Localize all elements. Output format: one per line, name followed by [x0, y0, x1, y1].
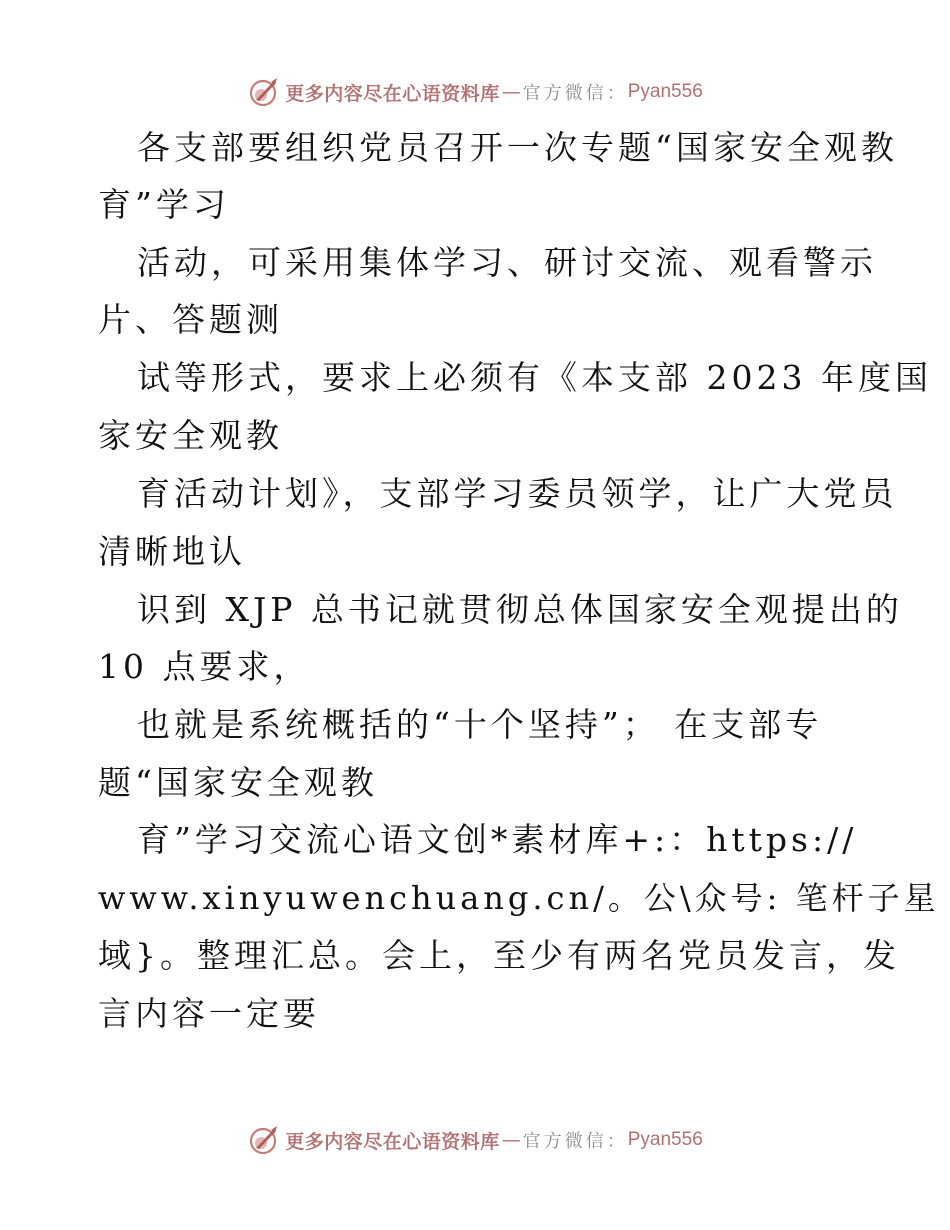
body-line: 片、答题测: [98, 300, 283, 339]
body-line: 试等形式，要求上必须有《本支部 2023 年度国: [137, 358, 932, 397]
body-line: www.xinyuwenchuang.cn/。公\众号: 笔杆子星: [98, 879, 940, 917]
body-line: 清晰地认: [98, 532, 246, 571]
body-line: 域}。整理汇总。会上，至少有两名党员发言，发: [98, 936, 900, 975]
body-line: 各支部要组织党员召开一次专题“国家安全观教: [137, 128, 898, 167]
body-line: 也就是系统概括的“十个坚持”； 在支部专: [137, 705, 823, 744]
header-wechat-id: Pyan556: [627, 81, 703, 102]
footer-wechat-id: Pyan556: [627, 1129, 703, 1150]
body-line: 活动，可采用集体学习、研讨交流、观看警示: [137, 243, 877, 282]
body-line: 10 点要求，: [98, 647, 311, 686]
body-line: 识到 XJP 总书记就贯彻总体国家安全观提出的: [137, 590, 903, 629]
body-line: 育”学习: [98, 185, 230, 224]
body-line: 育活动计划》，支部学习委员领学，让广大党员: [137, 474, 898, 513]
footer-text: 更多内容尽在心语资料库: [285, 1130, 500, 1153]
body-line: 育”学习交流心语文创*素材库+:：https://: [137, 820, 858, 859]
footer-separator: —: [501, 1129, 521, 1151]
quill-circle-logo-icon: [247, 1124, 279, 1156]
footer-banner: [0, 1120, 950, 1160]
body-line: 题“国家安全观教: [98, 763, 378, 802]
footer-wechat-label: 官方微信：: [522, 1131, 628, 1152]
body-line: 言内容一定要: [98, 994, 320, 1033]
header-separator: —: [501, 81, 521, 103]
header-text: 更多内容尽在心语资料库: [285, 82, 500, 105]
header-wechat-label: 官方微信：: [522, 83, 628, 104]
body-line: 家安全观教: [98, 416, 283, 455]
